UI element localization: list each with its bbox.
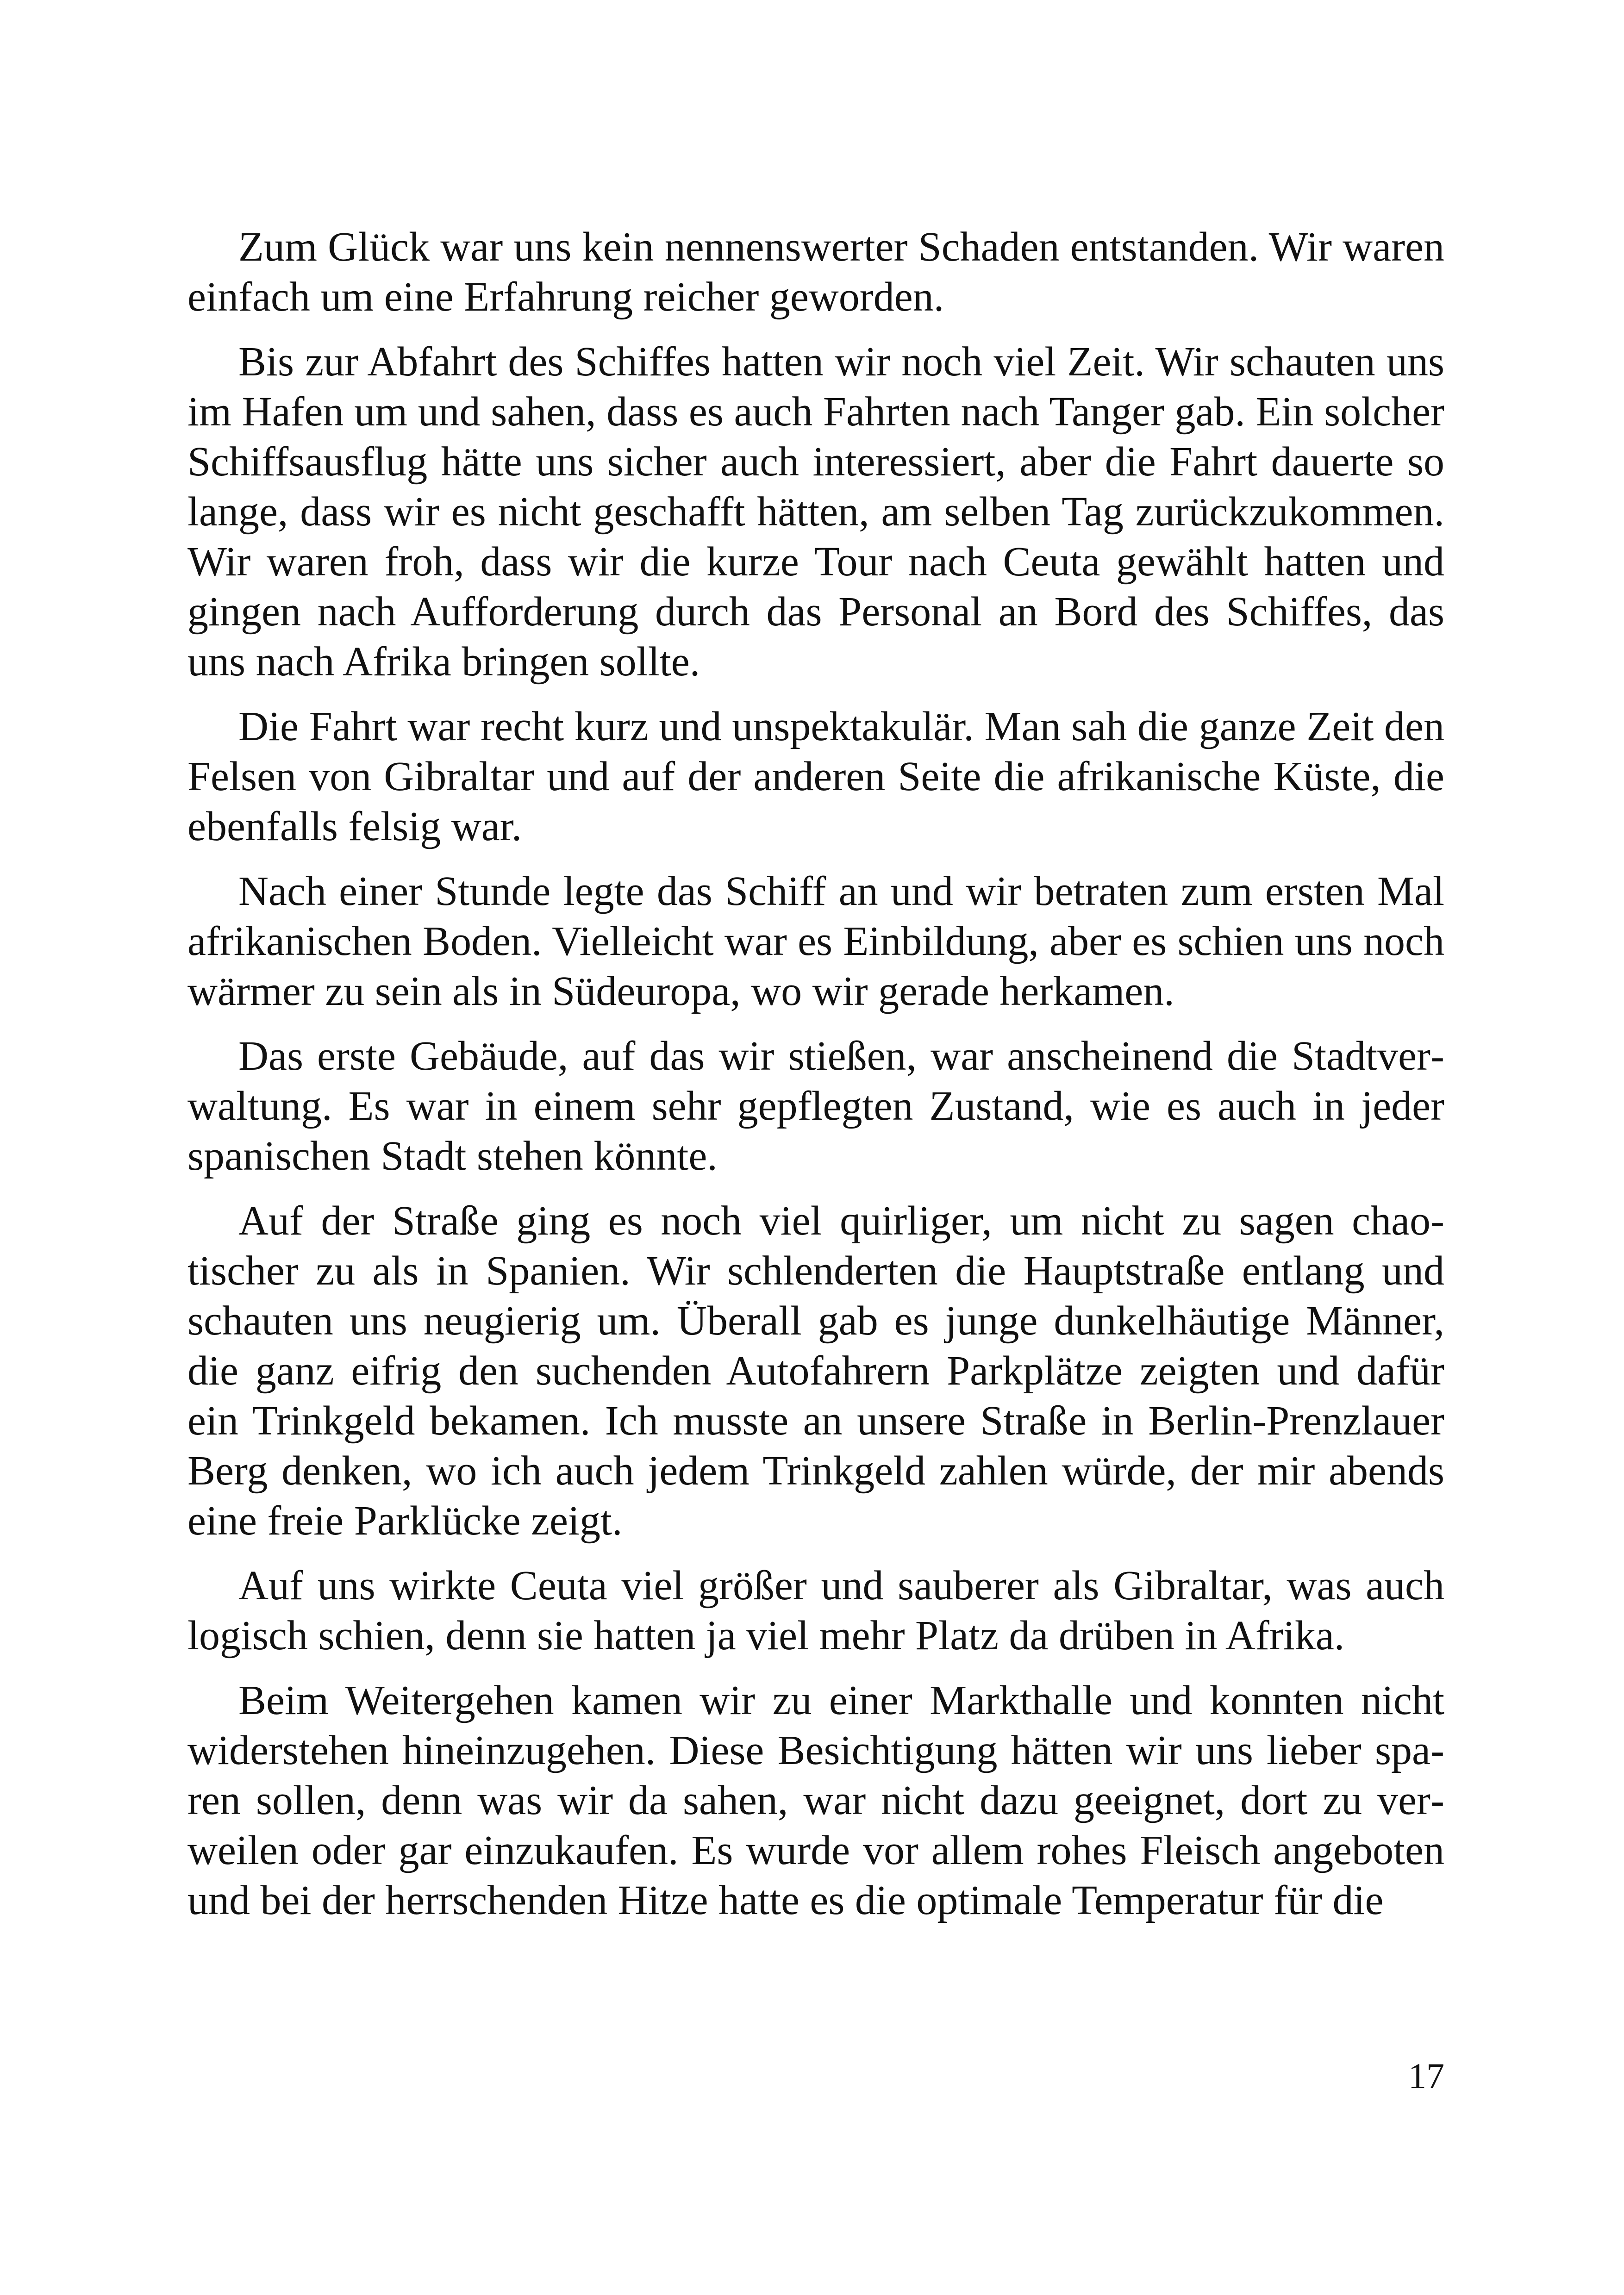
- paragraph-5: Das erste Gebäude, auf das wir stießen, war anscheinend die Stadtverwaltung. Es war in einem sehr gepflegten Zustand, wie es auch in jeder spanischen Stadt stehen könnte.: [187, 1033, 1444, 1179]
- paragraph-3: Die Fahrt war recht kurz und unspektakulär. Man sah die ganze Zeit den Felsen von Gibraltar und auf der anderen Seite die afrikanische Küste, die ebenfalls felsig war.: [187, 704, 1444, 849]
- page-number: 17: [1408, 2056, 1444, 2096]
- paragraph-7: Auf uns wirkte Ceuta viel größer und sauberer als Gibraltar, was auch logisch schien, denn sie hatten ja viel mehr Platz da drüben in Afrika.: [187, 1563, 1444, 1659]
- paragraph-8: Beim Weitergehen kamen wir zu einer Markthalle und konnten nicht widerstehen hineinzugehen. Diese Besichtigung hätten wir uns lieber sparen sollen, denn was wir da sahen, war nicht dazu geeignet, dort zu verweilen oder gar einzukaufen. Es wurde vor allem rohes Fleisch angeboten und bei der herrschenden Hitze hatte es die optimale Temperatur für die: [187, 1678, 1444, 1923]
- paragraph-4: Nach einer Stunde legte das Schiff an und wir betraten zum ersten Mal afrikanischen Boden. Vielleicht war es Einbildung, aber es schien uns noch wärmer zu sein als in Südeuropa, wo wir gerade herkamen.: [187, 868, 1444, 1014]
- paragraph-2: Bis zur Abfahrt des Schiffes hatten wir noch viel Zeit. Wir schauten uns im Hafen um und sahen, dass es auch Fahrten nach Tanger gab. Ein solcher Schiffsausflug hätte uns sicher auch interessiert, aber die Fahrt dauerte so lange, dass wir es nicht geschafft hätten, am selben Tag zurückzukommen. Wir waren froh, dass wir die kurze Tour nach Ceuta gewählt hatten und gingen nach Aufforderung durch das Personal an Bord des Schiffes, das uns nach Afrika bringen sollte.: [187, 339, 1444, 685]
- paragraph-1: Zum Glück war uns kein nennenswerter Schaden entstanden. Wir waren einfach um eine Erfahrung reicher geworden.: [187, 224, 1444, 320]
- paragraph-6: Auf der Straße ging es noch viel quirliger, um nicht zu sagen chaotischer zu als in Spanien. Wir schlenderten die Hauptstraße entlang und schauten uns neugierig um. Überall gab es junge dunkelhäutige Männer, die ganz eifrig den suchenden Autofahrern Parkplätze zeigten und dafür ein Trinkgeld bekamen. Ich musste an unsere Straße in Berlin-Prenzlauer Berg denken, wo ich auch jedem Trinkgeld zahlen würde, der mir abends eine freie Parklücke zeigt.: [187, 1198, 1444, 1544]
- body-text: [187, 222, 1444, 1940]
